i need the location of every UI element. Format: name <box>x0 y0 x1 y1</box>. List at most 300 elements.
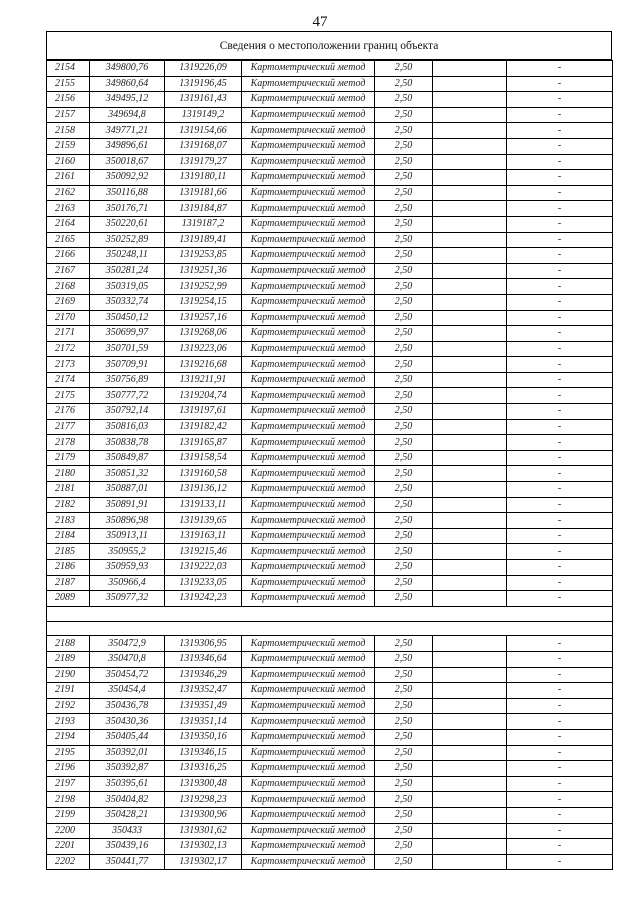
description-cell <box>433 404 507 420</box>
description-cell <box>433 729 507 745</box>
y-coordinate-cell: 1319204,74 <box>165 388 242 404</box>
method-cell: Картометрический метод <box>242 528 375 544</box>
method-cell: Картометрический метод <box>242 310 375 326</box>
point-number-cell: 2194 <box>47 729 90 745</box>
y-coordinate-cell: 1319184,87 <box>165 201 242 217</box>
method-cell: Картометрический метод <box>242 823 375 839</box>
description-cell <box>433 450 507 466</box>
note-cell: - <box>507 854 613 870</box>
note-cell: - <box>507 357 613 373</box>
method-cell: Картометрический метод <box>242 76 375 92</box>
y-coordinate-cell: 1319302,17 <box>165 854 242 870</box>
method-cell: Картометрический метод <box>242 698 375 714</box>
y-coordinate-cell: 1319133,11 <box>165 497 242 513</box>
description-cell <box>433 357 507 373</box>
y-coordinate-cell: 1319300,48 <box>165 776 242 792</box>
method-cell: Картометрический метод <box>242 575 375 591</box>
method-cell: Картометрический метод <box>242 651 375 667</box>
note-cell: - <box>507 232 613 248</box>
description-cell <box>433 76 507 92</box>
method-cell: Картометрический метод <box>242 263 375 279</box>
point-number-cell: 2197 <box>47 776 90 792</box>
note-cell: - <box>507 839 613 855</box>
method-cell: Картометрический метод <box>242 138 375 154</box>
note-cell: - <box>507 714 613 730</box>
accuracy-cell: 2,50 <box>375 544 433 560</box>
description-cell <box>433 714 507 730</box>
x-coordinate-cell: 350454,72 <box>90 667 165 683</box>
x-coordinate-cell: 350252,89 <box>90 232 165 248</box>
note-cell: - <box>507 154 613 170</box>
table-title: Сведения о местоположении границ объекта <box>46 31 612 60</box>
y-coordinate-cell: 1319215,46 <box>165 544 242 560</box>
description-cell <box>433 154 507 170</box>
y-coordinate-cell: 1319233,05 <box>165 575 242 591</box>
accuracy-cell: 2,50 <box>375 170 433 186</box>
method-cell: Картометрический метод <box>242 667 375 683</box>
y-coordinate-cell: 1319306,95 <box>165 636 242 652</box>
description-cell <box>433 248 507 264</box>
point-number-cell: 2168 <box>47 279 90 295</box>
description-cell <box>433 683 507 699</box>
accuracy-cell: 2,50 <box>375 61 433 77</box>
description-cell <box>433 232 507 248</box>
accuracy-cell: 2,50 <box>375 201 433 217</box>
accuracy-cell: 2,50 <box>375 76 433 92</box>
x-coordinate-cell: 350816,03 <box>90 419 165 435</box>
table-row <box>47 232 613 248</box>
table-row <box>47 107 613 123</box>
method-cell: Картометрический метод <box>242 294 375 310</box>
point-number-cell: 2199 <box>47 807 90 823</box>
point-number-cell: 2196 <box>47 761 90 777</box>
description-cell <box>433 636 507 652</box>
point-number-cell: 2198 <box>47 792 90 808</box>
point-number-cell: 2176 <box>47 404 90 420</box>
method-cell: Картометрический метод <box>242 591 375 607</box>
description-cell <box>433 107 507 123</box>
method-cell: Картометрический метод <box>242 854 375 870</box>
x-coordinate-cell: 350248,11 <box>90 248 165 264</box>
x-coordinate-cell: 350392,01 <box>90 745 165 761</box>
y-coordinate-cell: 1319346,64 <box>165 651 242 667</box>
point-number-cell: 2182 <box>47 497 90 513</box>
point-number-cell: 2171 <box>47 326 90 342</box>
y-coordinate-cell: 1319257,16 <box>165 310 242 326</box>
note-cell: - <box>507 792 613 808</box>
table-row <box>47 698 613 714</box>
table-row <box>47 482 613 498</box>
table-row <box>47 807 613 823</box>
description-cell <box>433 513 507 529</box>
accuracy-cell: 2,50 <box>375 854 433 870</box>
note-cell: - <box>507 823 613 839</box>
note-cell: - <box>507 761 613 777</box>
method-cell: Картометрический метод <box>242 248 375 264</box>
x-coordinate-cell: 350092,92 <box>90 170 165 186</box>
x-coordinate-cell: 350792,14 <box>90 404 165 420</box>
table-row <box>47 528 613 544</box>
x-coordinate-cell: 350436,78 <box>90 698 165 714</box>
point-number-cell: 2195 <box>47 745 90 761</box>
x-coordinate-cell: 350699,97 <box>90 326 165 342</box>
y-coordinate-cell: 1319154,66 <box>165 123 242 139</box>
point-number-cell: 2175 <box>47 388 90 404</box>
method-cell: Картометрический метод <box>242 201 375 217</box>
accuracy-cell: 2,50 <box>375 279 433 295</box>
x-coordinate-cell: 350896,98 <box>90 513 165 529</box>
description-cell <box>433 482 507 498</box>
description-cell <box>433 528 507 544</box>
description-cell <box>433 341 507 357</box>
y-coordinate-cell: 1319187,2 <box>165 216 242 232</box>
method-cell: Картометрический метод <box>242 61 375 77</box>
method-cell: Картометрический метод <box>242 807 375 823</box>
point-number-cell: 2169 <box>47 294 90 310</box>
note-cell: - <box>507 185 613 201</box>
note-cell: - <box>507 698 613 714</box>
y-coordinate-cell: 1319252,99 <box>165 279 242 295</box>
accuracy-cell: 2,50 <box>375 294 433 310</box>
y-coordinate-cell: 1319298,23 <box>165 792 242 808</box>
x-coordinate-cell: 349495,12 <box>90 92 165 108</box>
table-row <box>47 138 613 154</box>
y-coordinate-cell: 1319350,16 <box>165 729 242 745</box>
separator-cell <box>47 606 613 621</box>
x-coordinate-cell: 350454,4 <box>90 683 165 699</box>
note-cell: - <box>507 667 613 683</box>
description-cell <box>433 854 507 870</box>
description-cell <box>433 776 507 792</box>
point-number-cell: 2158 <box>47 123 90 139</box>
y-coordinate-cell: 1319139,65 <box>165 513 242 529</box>
description-cell <box>433 497 507 513</box>
description-cell <box>433 807 507 823</box>
description-cell <box>433 560 507 576</box>
method-cell: Картометрический метод <box>242 729 375 745</box>
table-row <box>47 667 613 683</box>
note-cell: - <box>507 651 613 667</box>
table-row <box>47 61 613 77</box>
method-cell: Картометрический метод <box>242 185 375 201</box>
note-cell: - <box>507 201 613 217</box>
accuracy-cell: 2,50 <box>375 839 433 855</box>
y-coordinate-cell: 1319226,09 <box>165 61 242 77</box>
accuracy-cell: 2,50 <box>375 636 433 652</box>
accuracy-cell: 2,50 <box>375 466 433 482</box>
point-number-cell: 2170 <box>47 310 90 326</box>
accuracy-cell: 2,50 <box>375 776 433 792</box>
note-cell: - <box>507 528 613 544</box>
method-cell: Картометрический метод <box>242 466 375 482</box>
table-row <box>47 341 613 357</box>
x-coordinate-cell: 349771,21 <box>90 123 165 139</box>
table-row <box>47 154 613 170</box>
table-row <box>47 357 613 373</box>
point-number-cell: 2187 <box>47 575 90 591</box>
table-row <box>47 248 613 264</box>
x-coordinate-cell: 350913,11 <box>90 528 165 544</box>
table-row <box>47 544 613 560</box>
accuracy-cell: 2,50 <box>375 698 433 714</box>
method-cell: Картометрический метод <box>242 497 375 513</box>
accuracy-cell: 2,50 <box>375 216 433 232</box>
description-cell <box>433 326 507 342</box>
point-number-cell: 2200 <box>47 823 90 839</box>
method-cell: Картометрический метод <box>242 792 375 808</box>
x-coordinate-cell: 350116,88 <box>90 185 165 201</box>
accuracy-cell: 2,50 <box>375 263 433 279</box>
point-number-cell: 2161 <box>47 170 90 186</box>
description-cell <box>433 279 507 295</box>
method-cell: Картометрический метод <box>242 636 375 652</box>
description-cell <box>433 263 507 279</box>
point-number-cell: 2193 <box>47 714 90 730</box>
x-coordinate-cell: 350959,93 <box>90 560 165 576</box>
x-coordinate-cell: 350441,77 <box>90 854 165 870</box>
accuracy-cell: 2,50 <box>375 528 433 544</box>
note-cell: - <box>507 310 613 326</box>
description-cell <box>433 651 507 667</box>
accuracy-cell: 2,50 <box>375 729 433 745</box>
y-coordinate-cell: 1319168,07 <box>165 138 242 154</box>
description-cell <box>433 591 507 607</box>
description-cell <box>433 216 507 232</box>
y-coordinate-cell: 1319223,06 <box>165 341 242 357</box>
method-cell: Картометрический метод <box>242 372 375 388</box>
separator-row <box>47 621 613 636</box>
accuracy-cell: 2,50 <box>375 372 433 388</box>
x-coordinate-cell: 349860,64 <box>90 76 165 92</box>
x-coordinate-cell: 350332,74 <box>90 294 165 310</box>
point-number-cell: 2089 <box>47 591 90 607</box>
table-row <box>47 263 613 279</box>
point-number-cell: 2186 <box>47 560 90 576</box>
point-number-cell: 2177 <box>47 419 90 435</box>
note-cell: - <box>507 341 613 357</box>
x-coordinate-cell: 350966,4 <box>90 575 165 591</box>
y-coordinate-cell: 1319196,45 <box>165 76 242 92</box>
point-number-cell: 2179 <box>47 450 90 466</box>
x-coordinate-cell: 350470,8 <box>90 651 165 667</box>
x-coordinate-cell: 350281,24 <box>90 263 165 279</box>
y-coordinate-cell: 1319346,15 <box>165 745 242 761</box>
accuracy-cell: 2,50 <box>375 310 433 326</box>
note-cell: - <box>507 388 613 404</box>
note-cell: - <box>507 372 613 388</box>
note-cell: - <box>507 216 613 232</box>
table-row <box>47 310 613 326</box>
point-number-cell: 2163 <box>47 201 90 217</box>
y-coordinate-cell: 1319181,66 <box>165 185 242 201</box>
point-number-cell: 2154 <box>47 61 90 77</box>
note-cell: - <box>507 683 613 699</box>
y-coordinate-cell: 1319182,42 <box>165 419 242 435</box>
accuracy-cell: 2,50 <box>375 591 433 607</box>
method-cell: Картометрический метод <box>242 170 375 186</box>
point-number-cell: 2164 <box>47 216 90 232</box>
accuracy-cell: 2,50 <box>375 357 433 373</box>
y-coordinate-cell: 1319211,91 <box>165 372 242 388</box>
table-row <box>47 591 613 607</box>
y-coordinate-cell: 1319161,43 <box>165 92 242 108</box>
y-coordinate-cell: 1319158,54 <box>165 450 242 466</box>
page-number: 47 <box>312 14 328 30</box>
note-cell: - <box>507 466 613 482</box>
point-number-cell: 2172 <box>47 341 90 357</box>
x-coordinate-cell: 350450,12 <box>90 310 165 326</box>
point-number-cell: 2188 <box>47 636 90 652</box>
table-row <box>47 513 613 529</box>
description-cell <box>433 372 507 388</box>
x-coordinate-cell: 349800,76 <box>90 61 165 77</box>
note-cell: - <box>507 76 613 92</box>
table-row <box>47 92 613 108</box>
note-cell: - <box>507 92 613 108</box>
table-row <box>47 636 613 652</box>
y-coordinate-cell: 1319179,27 <box>165 154 242 170</box>
point-number-cell: 2189 <box>47 651 90 667</box>
table-row <box>47 854 613 870</box>
note-cell: - <box>507 123 613 139</box>
description-cell <box>433 201 507 217</box>
point-number-cell: 2174 <box>47 372 90 388</box>
method-cell: Картометрический метод <box>242 388 375 404</box>
x-coordinate-cell: 350392,87 <box>90 761 165 777</box>
method-cell: Картометрический метод <box>242 216 375 232</box>
point-number-cell: 2167 <box>47 263 90 279</box>
note-cell: - <box>507 61 613 77</box>
accuracy-cell: 2,50 <box>375 513 433 529</box>
method-cell: Картометрический метод <box>242 419 375 435</box>
y-coordinate-cell: 1319242,23 <box>165 591 242 607</box>
method-cell: Картометрический метод <box>242 450 375 466</box>
table-row <box>47 419 613 435</box>
accuracy-cell: 2,50 <box>375 807 433 823</box>
point-number-cell: 2155 <box>47 76 90 92</box>
accuracy-cell: 2,50 <box>375 154 433 170</box>
x-coordinate-cell: 350701,59 <box>90 341 165 357</box>
x-coordinate-cell: 350777,72 <box>90 388 165 404</box>
method-cell: Картометрический метод <box>242 745 375 761</box>
method-cell: Картометрический метод <box>242 232 375 248</box>
note-cell: - <box>507 482 613 498</box>
x-coordinate-cell: 350838,78 <box>90 435 165 451</box>
y-coordinate-cell: 1319222,03 <box>165 560 242 576</box>
table-row <box>47 372 613 388</box>
accuracy-cell: 2,50 <box>375 92 433 108</box>
x-coordinate-cell: 350319,05 <box>90 279 165 295</box>
point-number-cell: 2180 <box>47 466 90 482</box>
x-coordinate-cell: 350709,91 <box>90 357 165 373</box>
note-cell: - <box>507 419 613 435</box>
table-row <box>47 729 613 745</box>
accuracy-cell: 2,50 <box>375 138 433 154</box>
point-number-cell: 2184 <box>47 528 90 544</box>
description-cell <box>433 698 507 714</box>
method-cell: Картометрический метод <box>242 154 375 170</box>
description-cell <box>433 575 507 591</box>
method-cell: Картометрический метод <box>242 544 375 560</box>
accuracy-cell: 2,50 <box>375 232 433 248</box>
description-cell <box>433 544 507 560</box>
x-coordinate-cell: 350405,44 <box>90 729 165 745</box>
y-coordinate-cell: 1319352,47 <box>165 683 242 699</box>
accuracy-cell: 2,50 <box>375 185 433 201</box>
note-cell: - <box>507 107 613 123</box>
table-row <box>47 497 613 513</box>
accuracy-cell: 2,50 <box>375 326 433 342</box>
table-row <box>47 435 613 451</box>
note-cell: - <box>507 294 613 310</box>
table-row <box>47 326 613 342</box>
accuracy-cell: 2,50 <box>375 497 433 513</box>
method-cell: Картометрический метод <box>242 776 375 792</box>
table-row <box>47 761 613 777</box>
table-row <box>47 450 613 466</box>
x-coordinate-cell: 350472,9 <box>90 636 165 652</box>
y-coordinate-cell: 1319136,12 <box>165 482 242 498</box>
method-cell: Картометрический метод <box>242 761 375 777</box>
note-cell: - <box>507 279 613 295</box>
note-cell: - <box>507 263 613 279</box>
method-cell: Картометрический метод <box>242 123 375 139</box>
note-cell: - <box>507 776 613 792</box>
method-cell: Картометрический метод <box>242 326 375 342</box>
point-number-cell: 2159 <box>47 138 90 154</box>
note-cell: - <box>507 729 613 745</box>
table-row <box>47 201 613 217</box>
y-coordinate-cell: 1319163,11 <box>165 528 242 544</box>
separator-row <box>47 606 613 621</box>
table-row <box>47 123 613 139</box>
y-coordinate-cell: 1319351,14 <box>165 714 242 730</box>
accuracy-cell: 2,50 <box>375 123 433 139</box>
accuracy-cell: 2,50 <box>375 419 433 435</box>
x-coordinate-cell: 350433 <box>90 823 165 839</box>
accuracy-cell: 2,50 <box>375 107 433 123</box>
table-row <box>47 823 613 839</box>
y-coordinate-cell: 1319300,96 <box>165 807 242 823</box>
y-coordinate-cell: 1319180,11 <box>165 170 242 186</box>
table-row <box>47 651 613 667</box>
accuracy-cell: 2,50 <box>375 560 433 576</box>
note-cell: - <box>507 170 613 186</box>
note-cell: - <box>507 513 613 529</box>
description-cell <box>433 388 507 404</box>
note-cell: - <box>507 636 613 652</box>
y-coordinate-cell: 1319149,2 <box>165 107 242 123</box>
description-cell <box>433 839 507 855</box>
description-cell <box>433 761 507 777</box>
x-coordinate-cell: 350428,21 <box>90 807 165 823</box>
x-coordinate-cell: 350404,82 <box>90 792 165 808</box>
accuracy-cell: 2,50 <box>375 792 433 808</box>
table-row <box>47 575 613 591</box>
point-number-cell: 2156 <box>47 92 90 108</box>
description-cell <box>433 419 507 435</box>
x-coordinate-cell: 350851,32 <box>90 466 165 482</box>
accuracy-cell: 2,50 <box>375 667 433 683</box>
y-coordinate-cell: 1319254,15 <box>165 294 242 310</box>
description-cell <box>433 466 507 482</box>
x-coordinate-cell: 350430,36 <box>90 714 165 730</box>
x-coordinate-cell: 350977,32 <box>90 591 165 607</box>
note-cell: - <box>507 435 613 451</box>
point-number-cell: 2190 <box>47 667 90 683</box>
table-row <box>47 776 613 792</box>
table-row <box>47 714 613 730</box>
